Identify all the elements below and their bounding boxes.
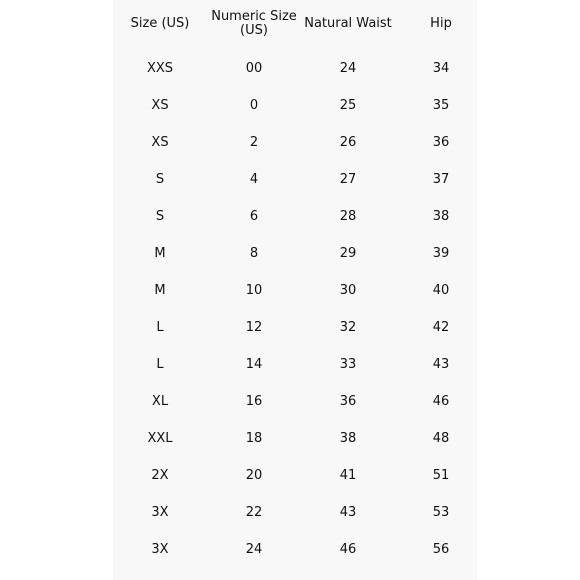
cell-natural-waist: 38 <box>339 431 357 446</box>
cell-natural-waist: 24 <box>339 61 357 76</box>
cell-hip: 56 <box>432 542 450 557</box>
cell-natural-waist: 43 <box>339 505 357 520</box>
cell-hip: 34 <box>432 61 450 76</box>
cell-numeric-size: 2 <box>249 135 259 150</box>
cell-size: 3X <box>151 542 169 557</box>
cell-natural-waist: 30 <box>339 283 357 298</box>
cell-size: S <box>155 172 165 187</box>
cell-natural-waist: 27 <box>339 172 357 187</box>
cell-numeric-size: 0 <box>249 98 259 113</box>
header-size-us: Size (US) <box>130 16 190 31</box>
cell-numeric-size: 4 <box>249 172 259 187</box>
cell-hip: 53 <box>432 505 450 520</box>
cell-numeric-size: 20 <box>245 468 263 483</box>
table-row <box>113 59 477 79</box>
table-row <box>113 207 477 227</box>
table-row <box>113 392 477 412</box>
cell-hip: 46 <box>432 394 450 409</box>
table-row <box>113 133 477 153</box>
cell-natural-waist: 46 <box>339 542 357 557</box>
header-natural-waist: Natural Waist <box>304 16 392 31</box>
cell-size: L <box>156 357 164 372</box>
cell-natural-waist: 33 <box>339 357 357 372</box>
cell-size: XL <box>151 394 169 409</box>
cell-numeric-size: 16 <box>245 394 263 409</box>
cell-natural-waist: 28 <box>339 209 357 224</box>
table-row <box>113 170 477 190</box>
table-header <box>113 0 477 52</box>
cell-hip: 36 <box>432 135 450 150</box>
cell-hip: 35 <box>432 98 450 113</box>
cell-numeric-size: 22 <box>245 505 263 520</box>
cell-numeric-size: 6 <box>249 209 259 224</box>
cell-hip: 43 <box>432 357 450 372</box>
cell-size: XS <box>151 98 169 113</box>
cell-numeric-size: 00 <box>245 61 263 76</box>
cell-numeric-size: 24 <box>245 542 263 557</box>
cell-numeric-size: 14 <box>245 357 263 372</box>
cell-natural-waist: 26 <box>339 135 357 150</box>
table-row <box>113 466 477 486</box>
cell-natural-waist: 36 <box>339 394 357 409</box>
cell-size: 3X <box>151 505 169 520</box>
header-numeric-size-us: Numeric Size (US) <box>211 9 297 38</box>
table-row <box>113 540 477 560</box>
cell-hip: 40 <box>432 283 450 298</box>
table-row <box>113 244 477 264</box>
table-row <box>113 281 477 301</box>
cell-natural-waist: 29 <box>339 246 357 261</box>
cell-size: XXS <box>146 61 174 76</box>
table-row <box>113 503 477 523</box>
cell-hip: 38 <box>432 209 450 224</box>
cell-natural-waist: 41 <box>339 468 357 483</box>
cell-numeric-size: 12 <box>245 320 263 335</box>
cell-numeric-size: 10 <box>245 283 263 298</box>
cell-size: XS <box>151 135 169 150</box>
table-row <box>113 318 477 338</box>
table-row <box>113 355 477 375</box>
cell-numeric-size: 18 <box>245 431 263 446</box>
cell-hip: 42 <box>432 320 450 335</box>
header-hip: Hip <box>430 16 452 31</box>
cell-size: M <box>154 283 166 298</box>
table-row <box>113 429 477 449</box>
cell-size: XXL <box>147 431 173 446</box>
table-row <box>113 96 477 116</box>
cell-size: M <box>154 246 166 261</box>
cell-size: S <box>155 209 165 224</box>
cell-hip: 48 <box>432 431 450 446</box>
cell-size: 2X <box>151 468 169 483</box>
cell-numeric-size: 8 <box>249 246 259 261</box>
size-chart-table <box>113 0 477 580</box>
cell-natural-waist: 32 <box>339 320 357 335</box>
cell-hip: 51 <box>432 468 450 483</box>
cell-natural-waist: 25 <box>339 98 357 113</box>
cell-size: L <box>156 320 164 335</box>
cell-hip: 37 <box>432 172 450 187</box>
cell-hip: 39 <box>432 246 450 261</box>
